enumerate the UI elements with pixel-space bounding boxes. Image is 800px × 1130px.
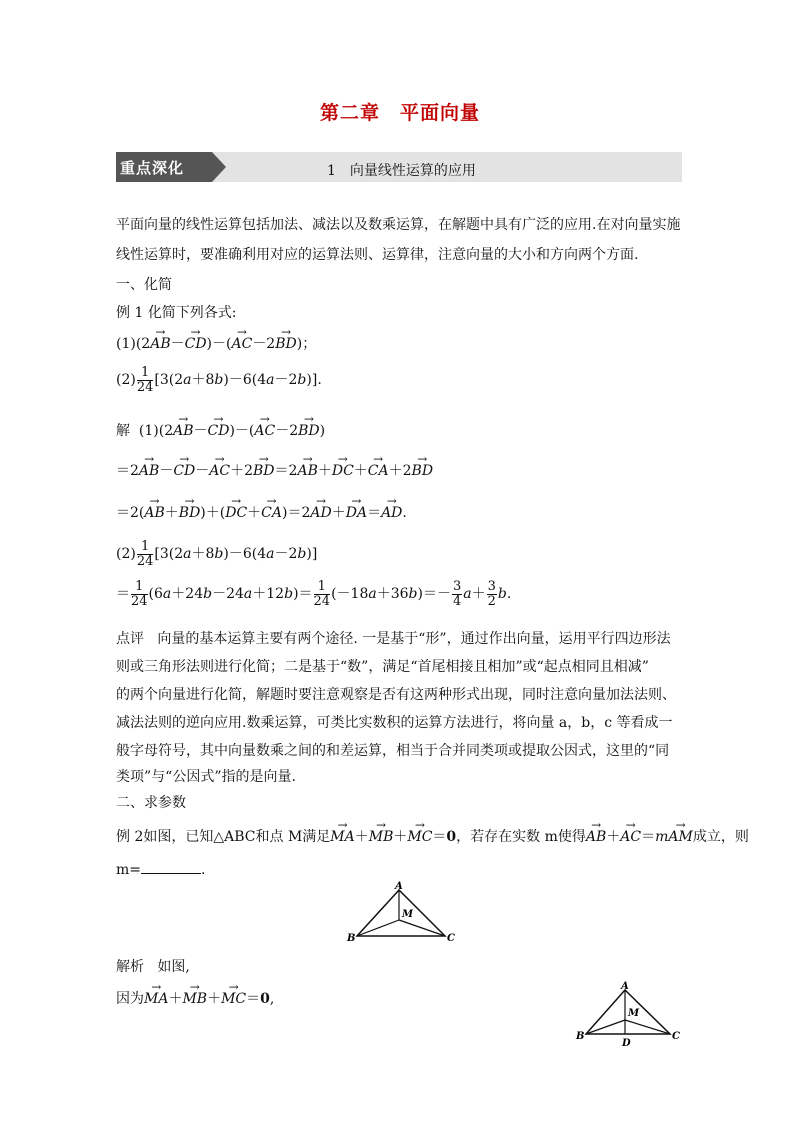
chapter-title: 第二章 平面向量 [319,102,480,124]
banner-tag-label: 重点深化 [120,159,185,177]
solution-line-1: 解 (1)(2→ AB－→ CD)－(→ AC－2→ BD) [116,420,325,440]
example2-m-equals: m= [116,862,142,878]
solution-period: . [506,586,512,603]
example1-problem-2: (2) $\frac{1}{24}$ [3(2a＋8b)－6(4a－2b)]. [116,365,322,395]
comment-text-1: 向量的基本运算主要有两个途径. 一是基于“形”，通过作出向量，运用平行四边形法 [157,631,671,647]
solution-line-4: (2) $\frac{1}{24}$ [3(2a＋8b)－6(4a－2b)] [116,539,318,569]
comment-label: 点评 [116,631,144,647]
section-heading-simplify: 一、化简 [116,277,172,293]
fig1-label-b: B [347,933,356,944]
solution-line-2: ＝2→ AB－→ CD－→ AC＋2→ BD＝2→ AB＋→ DC＋→ CA＋2→ BD [116,460,433,480]
example2-text-b: ，若存在实数 m使得 [456,829,586,845]
example2-text-a: 如图，已知△ABC和点 M满足 [143,829,331,845]
example1-label: 例 1 [116,305,144,321]
fig2-label-a: A [621,981,629,992]
analysis-label: 解析 [116,959,144,975]
triangle-figure-1 [345,880,465,944]
comment-line-4: 减法法则的逆向应用.数乘运算，可类比实数积的运算方法进行，将向量 a，b，c 等看成一 [116,715,673,731]
analysis-line-2: 因为→ MA＋→ MB＋→ MC＝0, [116,988,274,1008]
solution-line-3: ＝2(→ AB＋→ BD)＋(→ DC＋→ CA)＝2→ AD＋→ DA＝→ AD. [116,502,407,522]
example1-prompt: 化简下列各式: [147,305,237,321]
fig2-label-d: D [622,1038,631,1048]
comment-line-6: 类项”与“公因式”指的是向量. [116,769,296,785]
analysis-because: 因为 [116,991,144,1007]
example1-problem-1: (1)(2→ AB－→ CD)－(→ AC－2→ BD)； [116,333,316,353]
analysis-text: 如图, [157,959,190,975]
fig1-label-a: A [395,881,403,892]
example2-line-1: 例 2如图，已知△ABC和点 M满足→ MA＋→ MB＋→ MC＝0，若存在实数 m使得→ AB＋→ AC＝m→ AM成立，则 [116,826,749,846]
fig2-label-c: C [672,1031,680,1042]
section-heading-parameter: 二、求参数 [116,795,186,811]
example1-heading [116,302,237,322]
fig1-label-c: C [447,933,455,944]
analysis-line-1 [116,956,190,976]
intro-line-1: 平面向量的线性运算包括加法、减法以及数乘运算，在解题中具有广泛的应用.在对向量实施 [116,217,681,233]
solution-line-5: ＝ $\frac{1}{24}$ (6a＋24b－24a＋12b)＝ $\frac{1}{24}$ (－18a＋36b)＝－ $\frac{3}{4}$ a＋ $\frac{3}{2}$ b. [116,579,512,609]
comment-line-1 [116,628,671,648]
fig2-label-b: B [576,1031,585,1042]
example2-text-c: 成立，则 [692,829,749,845]
banner-tag [116,152,226,182]
banner-title: 1 向量线性运算的应用 [327,163,476,179]
comment-line-3: 的两个向量进行化简，解题时要注意观察是否有这两种形式出现，同时注意向量加法法则、 [116,687,676,703]
comment-line-5: 般字母符号，其中向量数乘之间的和差运算，相当于合并同类项或提取公因式，这里的“同 [116,743,670,759]
example2-label: 例 2 [116,829,144,845]
comment-line-2: 则或三角形法则进行化简；二是基于“数”，满足“首尾相接且相加”或“起点相同且相减” [116,659,649,675]
fig1-label-m: M [402,909,414,920]
intro-line-2: 线性运算时，要准确利用对应的运算法则、运算律，注意向量的大小和方向两个方面. [116,247,639,263]
answer-blank[interactable] [141,873,201,874]
triangle-figure-2 [570,980,685,1048]
example2-line-2: m= . [116,862,206,878]
solution-label: 解 [116,423,130,439]
fig2-label-m: M [628,1008,640,1019]
